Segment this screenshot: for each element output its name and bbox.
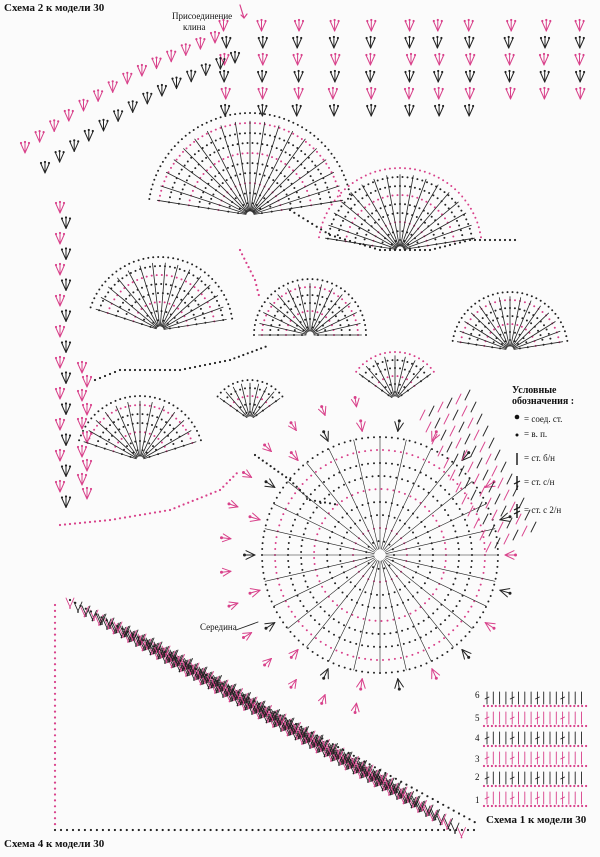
scheme-1-title: Схема 1 к модели 30: [486, 814, 587, 826]
row-number: 4: [475, 733, 480, 743]
legend: [512, 385, 598, 528]
legend-item-label: = соед. ст.: [524, 414, 563, 424]
join-label-line2: клина: [183, 22, 206, 32]
legend-item-slip-stitch: [512, 413, 598, 427]
treble-crochet-icon: [512, 504, 522, 518]
legend-item-single-crochet: [512, 452, 598, 466]
slip-stitch-icon: [512, 413, 522, 427]
legend-item-label: = в. п.: [524, 429, 548, 439]
legend-item-label: = ст. с/н: [524, 477, 555, 487]
legend-item-label: = ст. б/н: [524, 453, 555, 463]
row-number: 6: [475, 690, 480, 700]
join-label-line1: Присоединение: [172, 11, 233, 21]
legend-item-chain-stitch: [512, 428, 598, 442]
middle-label: Середина: [200, 622, 237, 632]
single-crochet-icon: [512, 452, 522, 466]
scheme-2-title: Схема 2 к модели 30: [4, 2, 105, 14]
legend-item-double-crochet: [512, 476, 598, 490]
legend-item-treble-crochet: [512, 504, 598, 518]
legend-title-line2: обозначения :: [512, 396, 575, 407]
row-number: 5: [475, 713, 480, 723]
row-number: 3: [475, 754, 480, 764]
legend-item-label: = ст. с 2/н: [524, 505, 562, 515]
row-number: 2: [475, 772, 480, 782]
scheme-4-title: Схема 4 к модели 30: [4, 838, 105, 850]
double-crochet-icon: [512, 476, 522, 490]
row-number: 1: [475, 795, 480, 805]
chain-stitch-icon: [512, 428, 522, 442]
legend-title-line1: Условные: [512, 385, 557, 396]
